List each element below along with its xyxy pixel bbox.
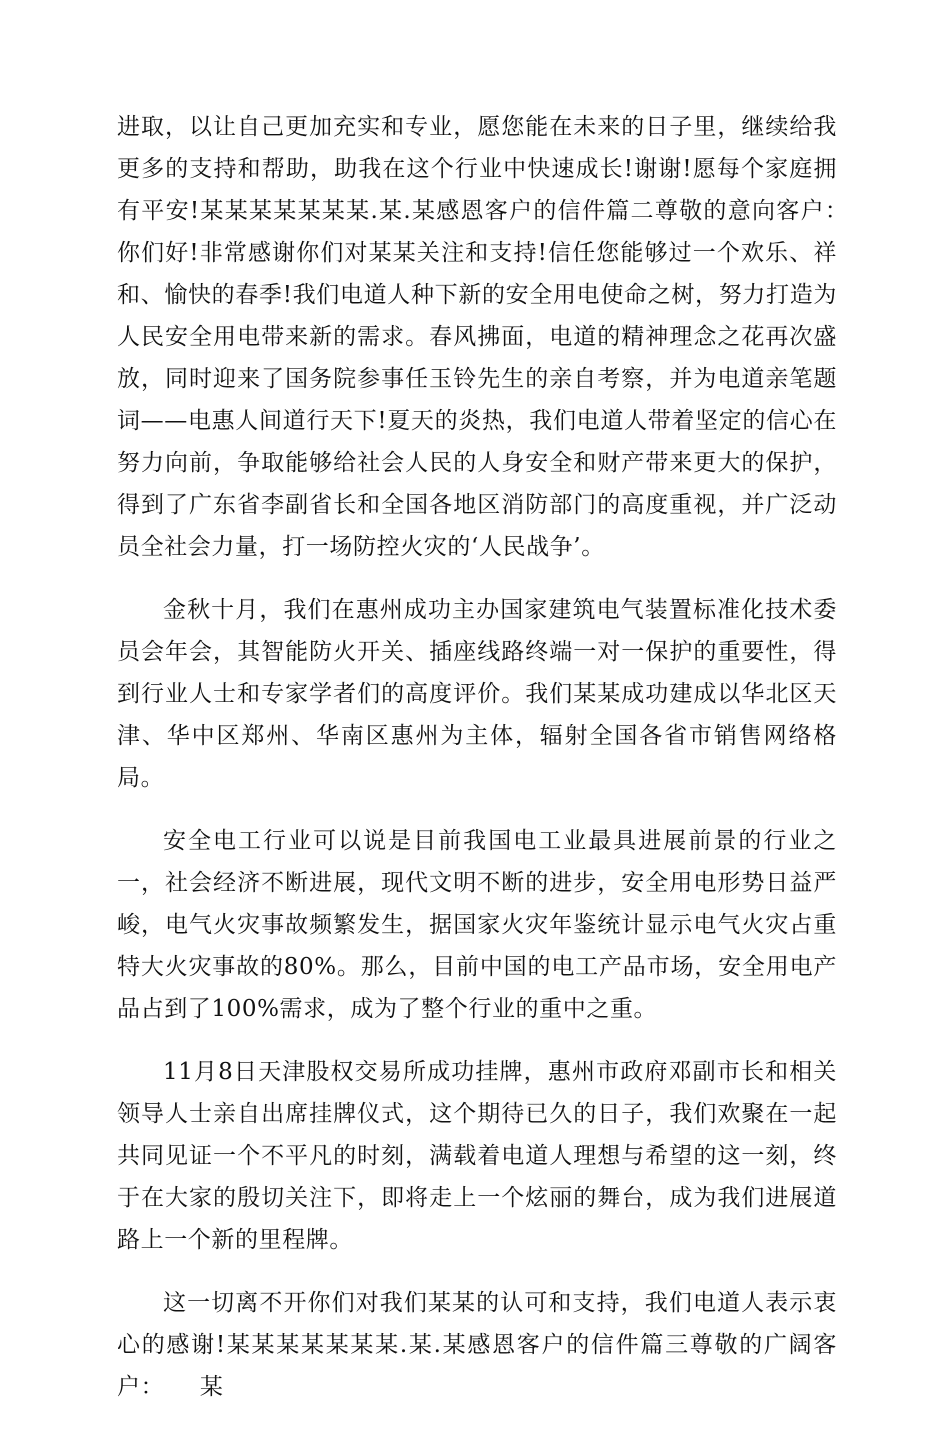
document-body [117,106,885,1429]
paragraph-1: 进取，以让自己更加充实和专业，愿您能在未来的日子里，继续给我更多的支持和帮助，助我在这个行业中快速成长!谢谢!愿每个家庭拥有平安!某某某某某某某.某.某感恩客户的信件篇二尊敬的意向客户： 你们好!非常感谢你们对某某关注和支持!信任您能够过一个欢乐、祥和、愉快的春季!我们电道人种下新的安全用电使命之树，努力打造为人民安全用电带来新的需求。春风拂面，电道的精神理念之花再次盛放，同时迎来了国务院参事任玉铃先生的亲自考察，并为电道亲笔题词——电惠人间道行天下!夏天的炎热，我们电道人带着坚定的信心在努力向前，争取能够给社会人民的人身安全和财产带来更大的保护，得到了广东省李副省长和全国各地区消防部门的高度重视，并广泛动员全社会力量，打一场防控火灾的‘人民战争’。 [117,114,885,560]
paragraph-4: 11月8日天津股权交易所成功挂牌，惠州市政府邓副市长和相关领导人士亲自出席挂牌仪式，这个期待已久的日子，我们欢聚在一起共同见证一个不平凡的时刻，满载着电道人理想与希望的这一刻，终于在大家的殷切关注下，即将走上一个炫丽的舞台，成为我们进展道路上一个新的里程牌。 [117,1059,837,1253]
paragraph-5: 这一切离不开你们对我们某某的认可和支持，我们电道人表示衷心的感谢!某某某某某某某.某.某感恩客户的信件篇三尊敬的广阔客户： 某 [117,1290,837,1400]
paragraph-3: 安全电工行业可以说是目前我国电工业最具进展前景的行业之一，社会经济不断进展，现代文明不断的进步，安全用电形势日益严峻，电气火灾事故频繁发生，据国家火灾年鉴统计显示电气火灾占重特大火灾事故的80%。那么，目前中国的电工产品市场，安全用电产品占到了100%需求，成为了整个行业的重中之重。 [117,828,837,1022]
paragraph-2: 金秋十月，我们在惠州成功主办国家建筑电气装置标准化技术委员会年会，其智能防火开关、插座线路终端一对一保护的重要性，得到行业人士和专家学者们的高度评价。我们某某成功建成以华北区天津、华中区郑州、华南区惠州为主体，辐射全国各省市销售网络格局。 [117,597,837,791]
